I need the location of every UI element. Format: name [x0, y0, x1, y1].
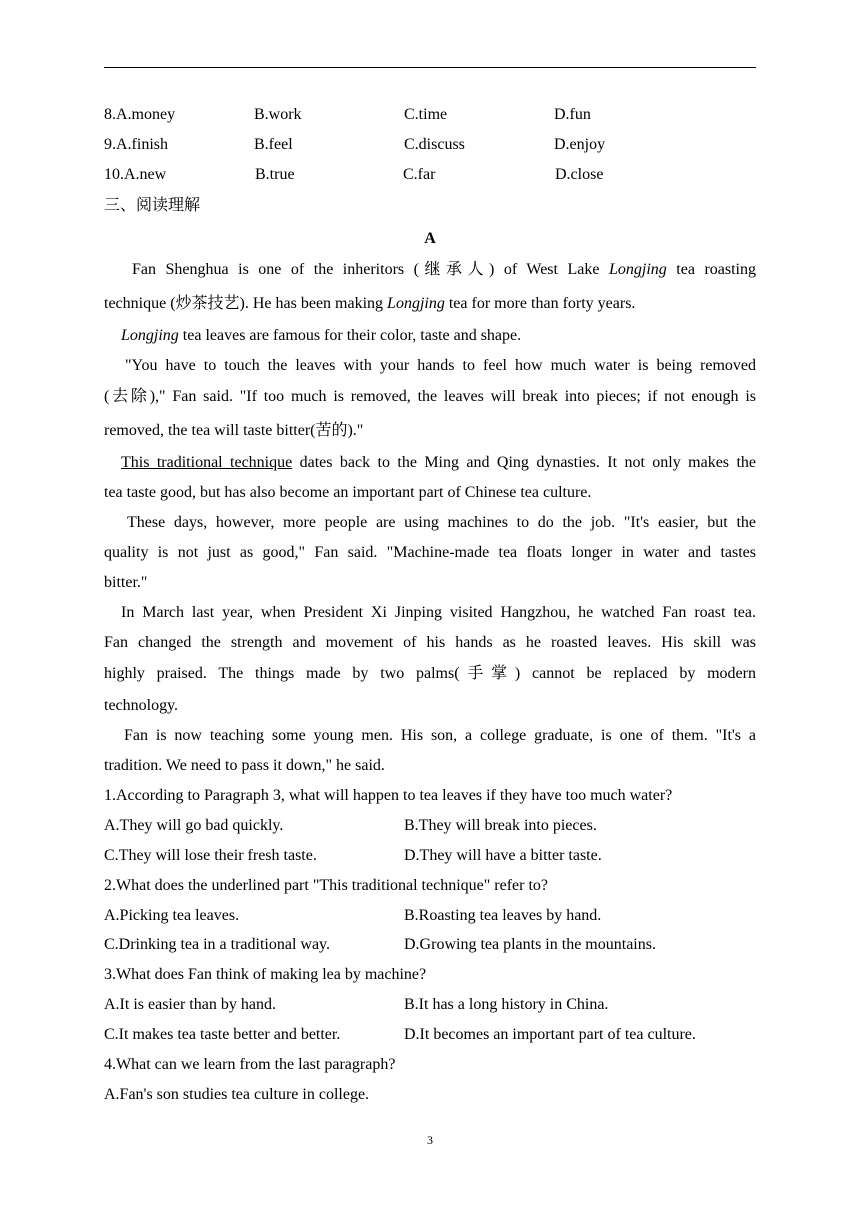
- paragraph-line: removed, the tea will taste bitter(苦的).": [104, 422, 364, 439]
- paragraph-line: technique (炒茶技艺). He has been making Longjing tea for more than forty years.: [104, 295, 636, 312]
- paragraph-line: Fan Shenghua is one of the inheritors (继承人) of West Lake Longjing tea roasting: [132, 261, 756, 278]
- option-label: C.They will lose their fresh taste.: [104, 847, 317, 864]
- paragraph-line: Fan changed the strength and movement of his hands as he roasted leaves. His skill was: [104, 634, 756, 651]
- option-label: B.feel: [254, 136, 293, 153]
- option-label: D.close: [555, 166, 604, 183]
- option-label: A.They will go bad quickly.: [104, 817, 284, 834]
- option-label: C.time: [404, 106, 448, 123]
- option-label: D.It becomes an important part of tea culture.: [404, 1026, 696, 1043]
- paragraph-line: tea taste good, but has also become an important part of Chinese tea culture.: [104, 484, 592, 501]
- question-stem: 3.What does Fan think of making lea by machine?: [104, 966, 427, 983]
- option-label: B.work: [254, 106, 302, 123]
- question-stem: 4.What can we learn from the last paragraph?: [104, 1056, 396, 1073]
- option-label: B.It has a long history in China.: [404, 996, 609, 1013]
- question-stem: 2.What does the underlined part "This traditional technique" refer to?: [104, 877, 549, 894]
- paragraph-line: Longjing tea leaves are famous for their color, taste and shape.: [121, 327, 522, 344]
- paragraph-line: bitter.": [104, 574, 148, 591]
- option-label: D.They will have a bitter taste.: [404, 847, 602, 864]
- option-label: C.It makes tea taste better and better.: [104, 1026, 341, 1043]
- paragraph-line: (去除)," Fan said. "If too much is removed, the leaves will break into pieces; if not enough is: [104, 388, 756, 405]
- paragraph-line: tradition. We need to pass it down," he said.: [104, 757, 385, 774]
- option-label: C.Drinking tea in a traditional way.: [104, 936, 331, 953]
- paragraph-line: This traditional technique dates back to the Ming and Qing dynasties. It not only makes the: [121, 454, 756, 471]
- option-label: A.Fan's son studies tea culture in college.: [104, 1086, 370, 1103]
- option-label: A.It is easier than by hand.: [104, 996, 276, 1013]
- passage-label: A: [424, 230, 436, 247]
- paragraph-line: In March last year, when President Xi Jinping visited Hangzhou, he watched Fan roast tea.: [121, 604, 756, 621]
- option-label: B.Roasting tea leaves by hand.: [404, 907, 602, 924]
- option-label: A.Picking tea leaves.: [104, 907, 240, 924]
- option-label: B.They will break into pieces.: [404, 817, 597, 834]
- paragraph-line: These days, however, more people are using machines to do the job. "It's easier, but the: [127, 514, 756, 531]
- paragraph-line: highly praised. The things made by two palms(手掌) cannot be replaced by modern: [104, 665, 756, 682]
- option-label: D.Growing tea plants in the mountains.: [404, 936, 656, 953]
- paragraph-line: quality is not just as good," Fan said. "Machine-made tea floats longer in water and tastes: [104, 544, 756, 561]
- option-label: 10.A.new: [104, 166, 167, 183]
- page-number: 3: [427, 1133, 433, 1147]
- option-label: C.discuss: [404, 136, 465, 153]
- option-label: 9.A.finish: [104, 136, 168, 153]
- underlined-phrase: This traditional technique: [121, 454, 293, 471]
- paragraph-line: technology.: [104, 697, 179, 714]
- question-stem: 1.According to Paragraph 3, what will happen to tea leaves if they have too much water?: [104, 787, 673, 804]
- option-label: D.enjoy: [554, 136, 606, 153]
- paragraph-line: "You have to touch the leaves with your hands to feel how much water is being removed: [125, 357, 756, 374]
- option-label: C.far: [403, 166, 436, 183]
- option-label: B.true: [255, 166, 295, 183]
- option-label: D.fun: [554, 106, 591, 123]
- option-label: 8.A.money: [104, 106, 176, 123]
- header-rule: [104, 67, 756, 68]
- paragraph-line: Fan is now teaching some young men. His son, a college graduate, is one of them. "It's a: [124, 727, 756, 744]
- section-title: 三、阅读理解: [104, 197, 201, 214]
